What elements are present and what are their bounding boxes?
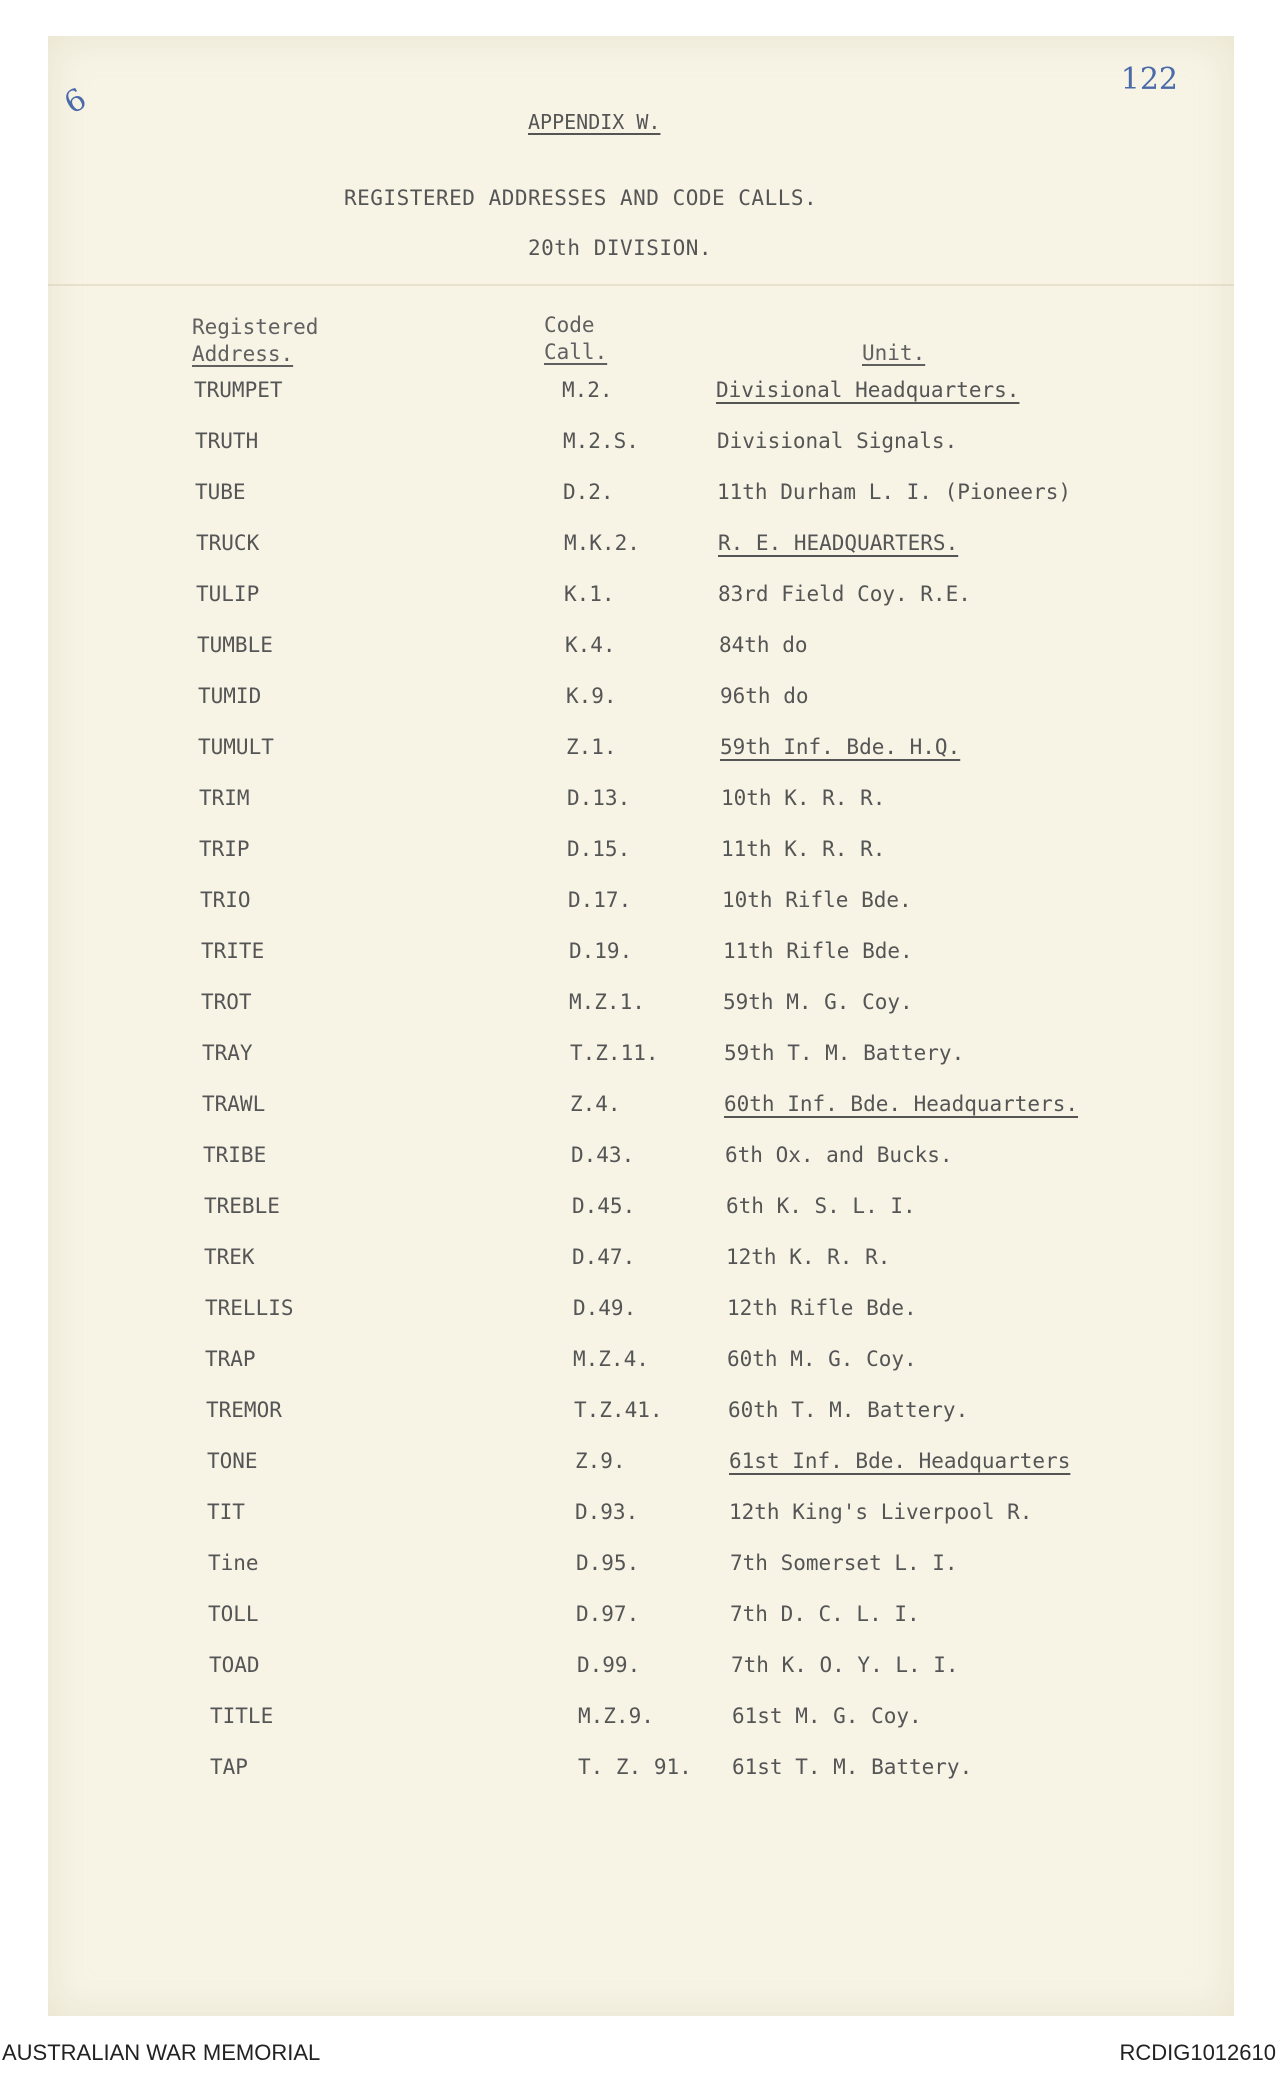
unit-name: 61st M. G. Coy. [732,1704,922,1728]
code-call: T.Z.11. [570,1041,659,1065]
column-header-address-line1: Registered [192,315,319,339]
registered-address: TRUMPET [194,378,283,402]
unit-name: Divisional Signals. [717,429,958,453]
table-row [0,1194,1284,1245]
table-row [0,633,1284,684]
table-row [0,684,1284,735]
column-header-code-line1: Code [544,313,595,337]
registered-address: TRIO [200,888,251,912]
code-call: D.2. [563,480,614,504]
unit-name: 12th Rifle Bde. [727,1296,917,1320]
table-row [0,1449,1284,1500]
code-call: M.Z.9. [578,1704,654,1728]
code-call: M.Z.1. [569,990,645,1014]
unit-name: 6th K. S. L. I. [726,1194,916,1218]
registered-address: TOAD [209,1653,260,1677]
folio-number-right: 122 [1120,62,1178,97]
code-call: Z.4. [570,1092,621,1116]
unit-name: 10th K. R. R. [721,786,886,810]
unit-name: 59th M. G. Coy. [723,990,913,1014]
code-call: D.93. [575,1500,639,1524]
unit-name: 7th D. C. L. I. [730,1602,920,1626]
page-subheading: 20th DIVISION. [528,236,713,260]
code-call: Z.9. [575,1449,626,1473]
code-call: M.K.2. [564,531,640,555]
registered-address: TOLL [208,1602,259,1626]
unit-name: 6th Ox. and Bucks. [725,1143,953,1167]
column-header-unit: Unit. [862,341,926,365]
unit-name: 12th King's Liverpool R. [729,1500,1033,1524]
registered-address: TUMBLE [197,633,273,657]
code-call: K.4. [565,633,616,657]
unit-name: R. E. HEADQUARTERS. [718,531,959,555]
table-row [0,1653,1284,1704]
unit-name: 11th Rifle Bde. [723,939,913,963]
column-header-code-line2: Call. [544,340,608,364]
registered-address: TRIP [199,837,250,861]
code-call: D.19. [569,939,633,963]
unit-name: 60th Inf. Bde. Headquarters. [724,1092,1079,1116]
registered-address: TAP [210,1755,248,1779]
table-row [0,939,1284,990]
unit-name: 12th K. R. R. [726,1245,891,1269]
unit-name: 60th T. M. Battery. [728,1398,969,1422]
registered-address: TUMID [198,684,262,708]
code-call: M.Z.4. [573,1347,649,1371]
registered-address: TITLE [210,1704,274,1728]
registered-address: TRUCK [196,531,260,555]
unit-name: 7th Somerset L. I. [730,1551,958,1575]
code-call: T. Z. 91. [578,1755,692,1779]
code-call: D.47. [572,1245,636,1269]
code-call: K.1. [564,582,615,606]
table-row [0,1398,1284,1449]
unit-name: 96th do [720,684,809,708]
code-call: D.17. [568,888,632,912]
registered-address: TRELLIS [205,1296,294,1320]
code-call: D.15. [567,837,631,861]
table-row [0,1143,1284,1194]
registered-address: TRAP [205,1347,256,1371]
table-row [0,990,1284,1041]
unit-name: 11th Durham L. I. (Pioneers) [717,480,1072,504]
page-heading: REGISTERED ADDRESSES AND CODE CALLS. [344,186,818,210]
registered-address: TREBLE [204,1194,280,1218]
table-row [0,1755,1284,1806]
registered-address: TREMOR [206,1398,282,1422]
code-call: Z.1. [566,735,617,759]
table-row [0,429,1284,480]
code-call: D.13. [567,786,631,810]
unit-name: 60th M. G. Coy. [727,1347,917,1371]
table-row [0,582,1284,633]
code-call: T.Z.41. [574,1398,663,1422]
unit-name: 59th T. M. Battery. [724,1041,965,1065]
table-row [0,1041,1284,1092]
table-row [0,1296,1284,1347]
code-call: D.97. [576,1602,640,1626]
code-call: D.45. [572,1194,636,1218]
page-title: APPENDIX W. [528,110,661,134]
table-row [0,480,1284,531]
column-header-address [192,314,318,368]
column-header-code [544,312,607,366]
unit-name: 11th K. R. R. [721,837,886,861]
table-row [0,1245,1284,1296]
table-row [0,531,1284,582]
table-row [0,888,1284,939]
code-call: D.99. [577,1653,641,1677]
table-row [0,1704,1284,1755]
unit-name: Divisional Headquarters. [716,378,1020,402]
registered-address: TROT [201,990,252,1014]
table-row [0,1347,1284,1398]
paper-fold-line [48,284,1234,286]
unit-name: 59th Inf. Bde. H.Q. [720,735,961,759]
registered-address: TRIM [199,786,250,810]
unit-name: 61st T. M. Battery. [732,1755,973,1779]
registered-address: TRIBE [203,1143,267,1167]
registered-address: TRAWL [202,1092,266,1116]
code-call: M.2.S. [563,429,639,453]
registered-address: TIT [207,1500,245,1524]
unit-name: 61st Inf. Bde. Headquarters [729,1449,1071,1473]
registered-address: TRUTH [195,429,259,453]
table-row [0,1551,1284,1602]
footer-archive-name: AUSTRALIAN WAR MEMORIAL [2,2040,321,2065]
code-call: D.43. [571,1143,635,1167]
unit-name: 83rd Field Coy. R.E. [718,582,971,606]
code-call: D.49. [573,1296,637,1320]
unit-name: 10th Rifle Bde. [722,888,912,912]
unit-name: 7th K. O. Y. L. I. [731,1653,959,1677]
code-call-table [0,378,1284,1806]
code-call: D.95. [576,1551,640,1575]
registered-address: TREK [204,1245,255,1269]
footer-reference-id: RCDIG1012610 [1119,2040,1276,2065]
table-row [0,378,1284,429]
code-call: K.9. [566,684,617,708]
column-header-address-line2: Address. [192,342,294,366]
table-row [0,735,1284,786]
table-row [0,837,1284,888]
table-row [0,1092,1284,1143]
registered-address: TUBE [195,480,246,504]
table-row [0,1500,1284,1551]
table-row [0,786,1284,837]
registered-address: TUMULT [198,735,274,759]
registered-address: TULIP [196,582,260,606]
code-call: M.2. [562,378,613,402]
registered-address: Tine [208,1551,259,1575]
registered-address: TONE [207,1449,258,1473]
registered-address: TRAY [202,1041,253,1065]
table-row [0,1602,1284,1653]
unit-name: 84th do [719,633,808,657]
folio-number-left: 6 [58,81,93,122]
registered-address: TRITE [201,939,265,963]
